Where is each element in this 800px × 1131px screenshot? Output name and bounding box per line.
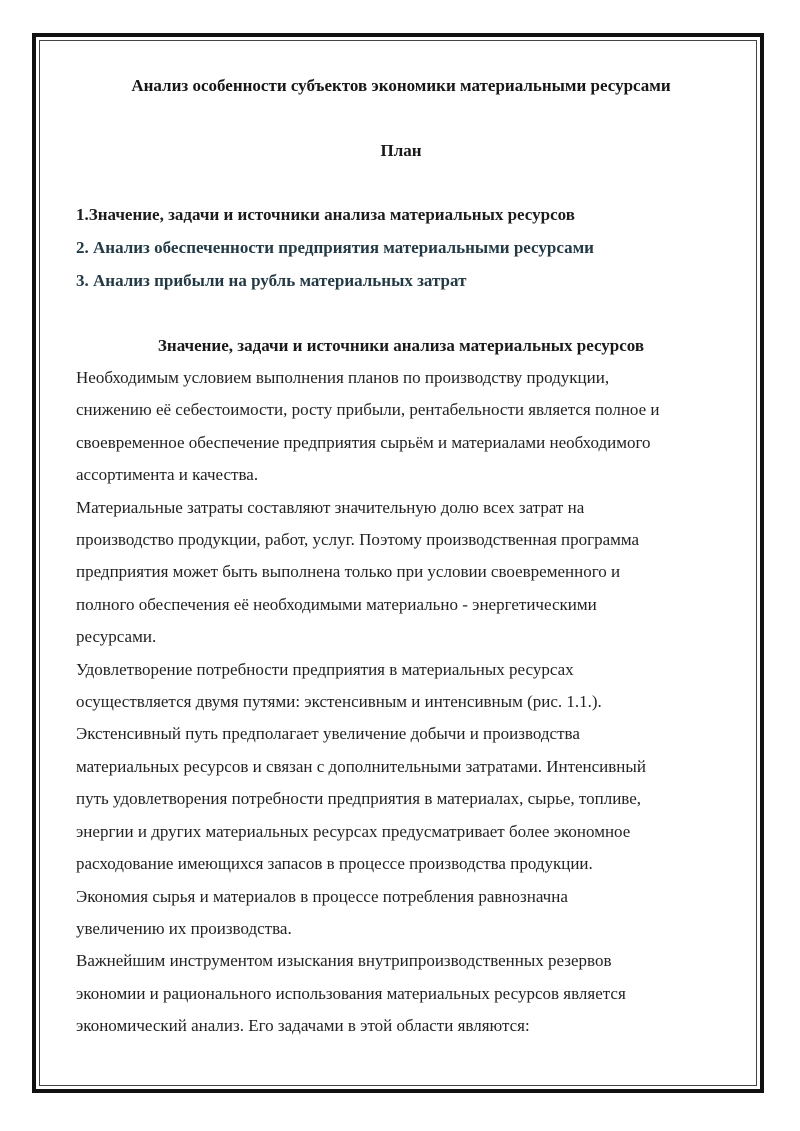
text-line: расходование имеющихся запасов в процессе производства продукции.: [76, 854, 593, 874]
text-line: Материальные затраты составляют значительную долю всех затрат на: [76, 497, 585, 517]
document-content: [76, 70, 726, 1043]
text-line: Удовлетворение потребности предприятия в материальных ресурсах: [76, 659, 574, 679]
text-line: Важнейшим инструментом изыскания внутрипроизводственных резервов: [76, 951, 612, 971]
text-line: снижению её себестоимости, росту прибыли, рентабельности является полное и: [76, 400, 660, 420]
text-line: производство продукции, работ, услуг. Поэтому производственная программа: [76, 530, 640, 550]
text-line: материальных ресурсов и связан с дополнительными затратами. Интенсивный: [76, 756, 646, 776]
text-line: путь удовлетворения потребности предприятия в материалах, сырье, топливе,: [76, 789, 642, 809]
text-line: энергии и других материальных ресурсах предусматривает более экономное: [76, 821, 631, 841]
body-text: [76, 362, 726, 1043]
text-line: ресурсами.: [76, 627, 157, 647]
text-line: Экономия сырья и материалов в процессе потребления равнозначна: [76, 886, 568, 906]
text-line: полного обеспечения её необходимыми материально - энергетическими: [76, 594, 597, 614]
text-line: Необходимым условием выполнения планов по производству продукции,: [76, 368, 610, 387]
plan-heading: План: [380, 141, 422, 160]
plan-list: [76, 198, 726, 297]
text-line: осуществляется двумя путями: экстенсивным и интенсивным (рис. 1.1.).: [76, 692, 602, 712]
text-line: своевременное обеспечение предприятия сырьём и материалами необходимого: [76, 432, 651, 452]
text-line: экономический анализ. Его задачами в этой области являются:: [76, 1016, 530, 1036]
text-line: ассортимента и качества.: [76, 465, 259, 485]
plan-item-1: 1.Значение, задачи и источники анализа материальных ресурсов: [76, 205, 575, 224]
text-line: экономии и рационального использования материальных ресурсов является: [76, 983, 626, 1003]
section-heading: Значение, задачи и источники анализа материальных ресурсов: [157, 336, 645, 355]
document-title: Анализ особенности субъектов экономики материальными ресурсами: [131, 76, 671, 95]
plan-item-3-link[interactable]: 3. Анализ прибыли на рубль материальных затрат: [76, 271, 467, 290]
text-line: увеличению их производства.: [76, 918, 292, 938]
text-line: Экстенсивный путь предполагает увеличение добычи и производства: [76, 724, 580, 744]
plan-item-2-link[interactable]: 2. Анализ обеспеченности предприятия материальными ресурсами: [76, 238, 594, 257]
text-line: предприятия может быть выполнена только при условии своевременного и: [76, 562, 621, 582]
